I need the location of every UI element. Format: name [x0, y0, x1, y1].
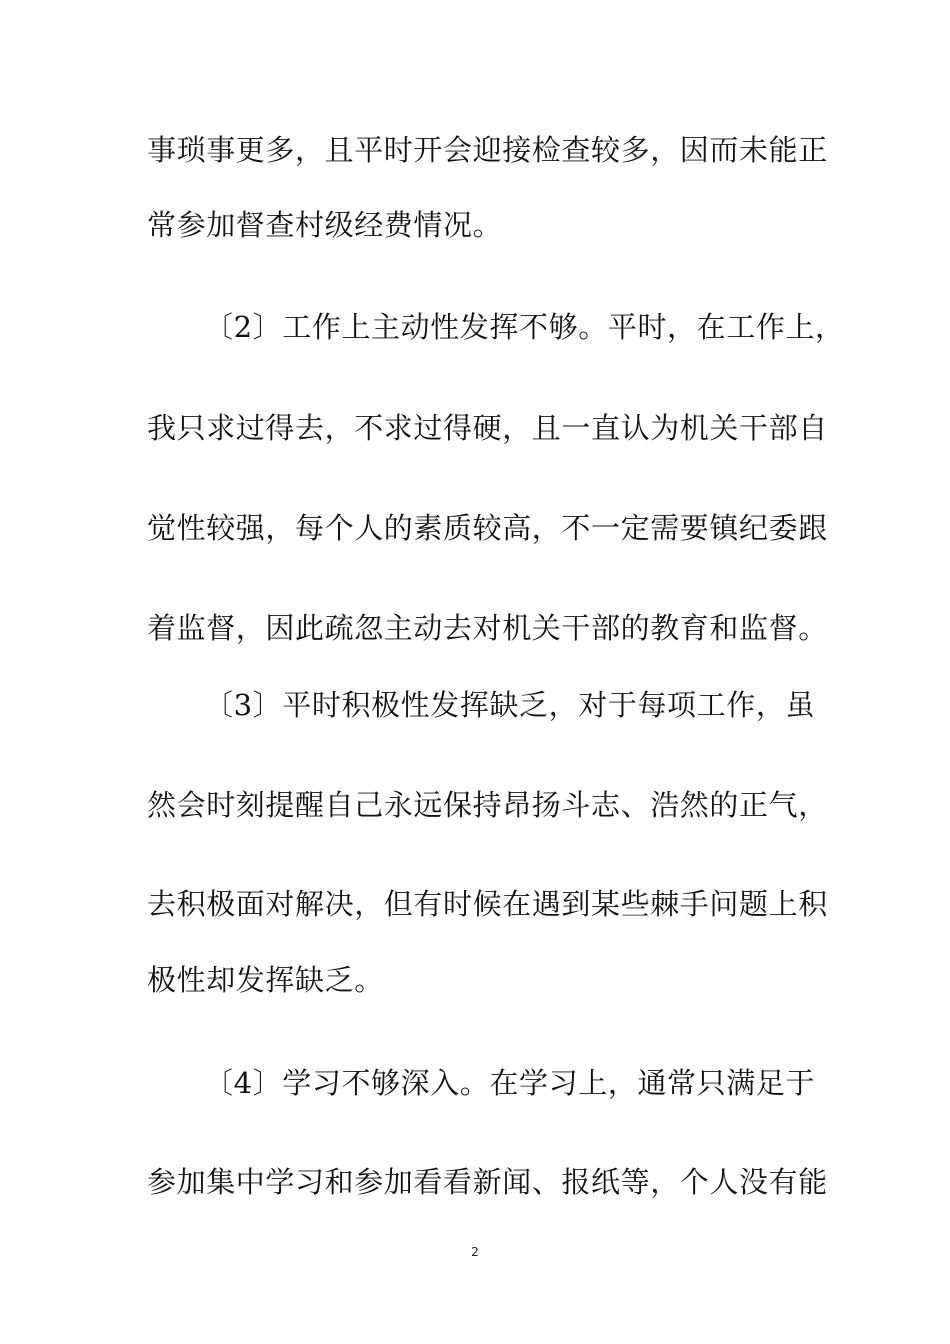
text-line: 然会时刻提醒自己永远保持昂扬斗志、浩然的正气， [147, 788, 828, 822]
paragraph-2-first-line: 〔2〕工作上主动性发挥不够。平时，在工作上， [204, 310, 845, 344]
text-line: 常参加督查村级经费情况。 [147, 208, 503, 242]
paragraph-4-first-line: 〔4〕学习不够深入。在学习上，通常只满足于 [204, 1066, 816, 1100]
text-line: 参加集中学习和参加看看新闻、报纸等，个人没有能 [147, 1165, 828, 1199]
text-line: 事琐事更多，且平时开会迎接检查较多，因而未能正 [147, 133, 828, 167]
text-line: 我只求过得去，不求过得硬，且一直认为机关干部自 [147, 411, 828, 445]
text-line: 极性却发挥缺乏。 [147, 963, 384, 997]
text-line: 觉性较强，每个人的素质较高，不一定需要镇纪委跟 [147, 511, 828, 545]
page-number: 2 [471, 1245, 479, 1259]
paragraph-3-first-line: 〔3〕平时积极性发挥缺乏，对于每项工作，虽 [204, 688, 816, 722]
text-line: 着监督，因此疏忽主动去对机关干部的教育和监督。 [147, 611, 828, 645]
text-line: 去积极面对解决，但有时候在遇到某些棘手问题上积 [147, 887, 828, 921]
